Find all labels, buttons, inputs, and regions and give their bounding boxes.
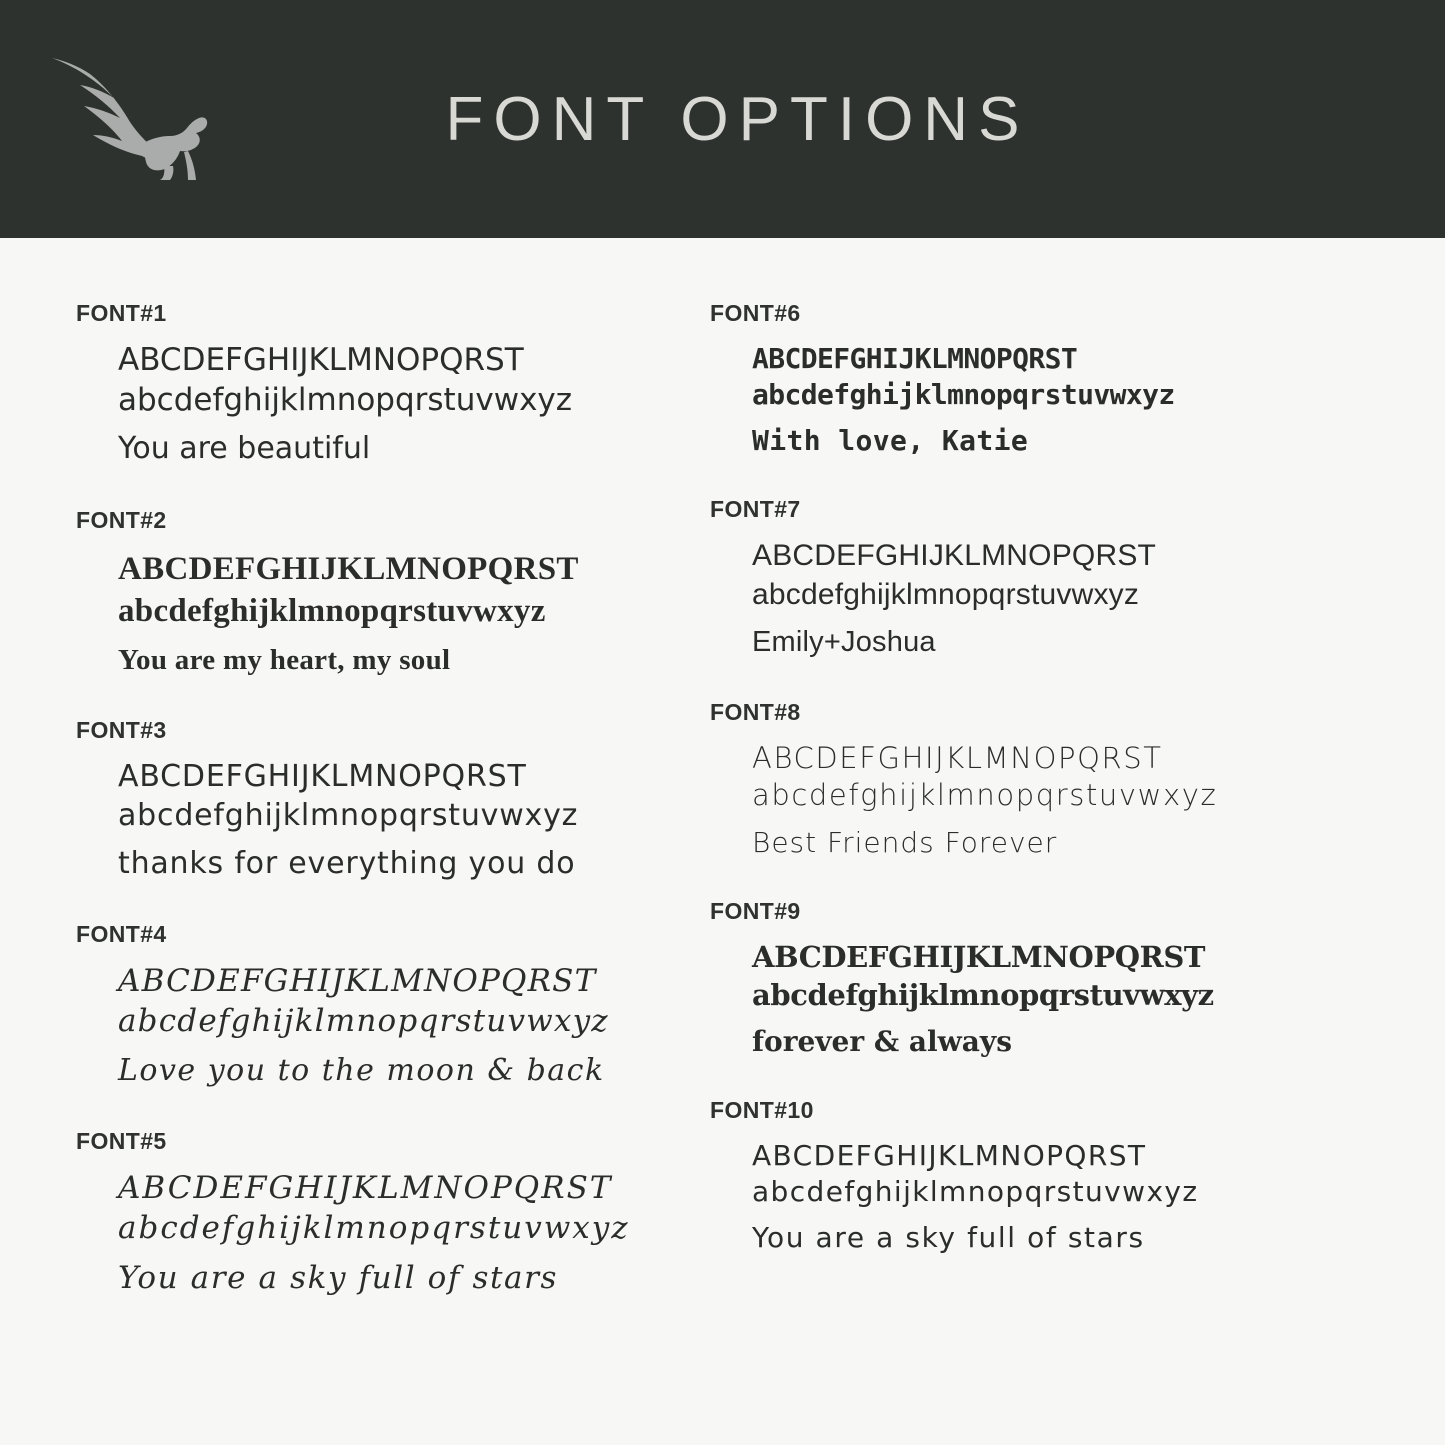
font-sample — [752, 537, 1276, 661]
font-option-10[interactable] — [704, 1097, 1276, 1255]
font-option-3[interactable] — [70, 717, 642, 883]
font-sample — [752, 740, 1276, 860]
sample-uppercase: ABCDEFGHIJKLMNOPQRST — [752, 539, 1157, 573]
page-header — [0, 0, 1445, 238]
winged-horse-icon — [38, 40, 218, 180]
sample-phrase: Emily+Joshua — [752, 626, 936, 659]
sample-phrase: You are my heart, my soul — [118, 644, 451, 677]
sample-phrase: You are beautiful — [118, 431, 371, 467]
sample-uppercase: ABCDEFGHIJKLMNOPQRST — [752, 741, 1163, 776]
font-column-right — [704, 300, 1276, 1336]
font-option-4[interactable] — [70, 921, 642, 1090]
font-sample — [118, 548, 642, 680]
sample-uppercase: ABCDEFGHIJKLMNOPQRST — [118, 963, 597, 1000]
font-list-sheet — [0, 238, 1445, 1445]
sample-lowercase: abcdefghijklmnopqrstuvwxyz — [118, 592, 546, 629]
sample-phrase: Best Friends Forever — [752, 825, 1058, 859]
font-sample — [118, 962, 642, 1090]
sample-phrase: thanks for everything you do — [118, 846, 576, 882]
font-option-7[interactable] — [704, 496, 1276, 661]
sample-phrase: You are a sky full of stars — [118, 1259, 559, 1296]
font-option-label: FONT#6 — [710, 300, 801, 326]
sample-phrase: forever & always — [752, 1024, 1012, 1058]
font-column-left — [70, 300, 642, 1336]
sample-lowercase: abcdefghijklmnopqrstuvwxyz — [752, 778, 1218, 813]
page-title: FONT OPTIONS — [445, 84, 1030, 154]
sample-uppercase: ABCDEFGHIJKLMNOPQRST — [118, 342, 524, 378]
sample-lowercase: abcdefghijklmnopqrstuvwxyz — [118, 1003, 609, 1040]
font-sample — [752, 1138, 1276, 1255]
font-sample — [118, 341, 642, 469]
sample-uppercase: ABCDEFGHIJKLMNOPQRST — [118, 550, 579, 587]
font-option-label: FONT#3 — [76, 717, 167, 744]
font-sample — [752, 341, 1276, 458]
font-option-label: FONT#5 — [76, 1128, 167, 1155]
font-sample — [118, 758, 642, 883]
font-columns — [70, 300, 1375, 1336]
font-option-2[interactable] — [70, 507, 642, 680]
sample-lowercase: abcdefghijklmnopqrstuvwxyz — [118, 797, 579, 833]
sample-uppercase: ABCDEFGHIJKLMNOPQRST — [752, 342, 1078, 375]
font-option-label: FONT#8 — [710, 699, 801, 726]
sample-phrase: With love, Katie — [752, 423, 1029, 457]
sample-phrase: Love you to the moon & back — [118, 1052, 605, 1088]
font-option-label: FONT#9 — [710, 898, 801, 925]
sample-lowercase: abcdefghijklmnopqrstuvwxyz — [752, 377, 1175, 411]
font-option-6[interactable] — [704, 300, 1276, 458]
font-sample — [118, 1169, 642, 1298]
font-option-label: FONT#2 — [76, 506, 167, 533]
sample-uppercase: ABCDEFGHIJKLMNOPQRST — [752, 1139, 1147, 1173]
font-option-8[interactable] — [704, 699, 1276, 860]
sample-phrase: You are a sky full of stars — [752, 1221, 1145, 1255]
font-option-label: FONT#1 — [76, 300, 167, 326]
font-option-label: FONT#7 — [710, 496, 801, 523]
sample-uppercase: ABCDEFGHIJKLMNOPQRST — [752, 940, 1206, 975]
font-option-9[interactable] — [704, 898, 1276, 1059]
font-sample — [752, 939, 1276, 1059]
sample-lowercase: abcdefghijklmnopqrstuvwxyz — [752, 977, 1214, 1012]
sample-lowercase: abcdefghijklmnopqrstuvwxyz — [118, 1209, 630, 1246]
sample-lowercase: abcdefghijklmnopqrstuvwxyz — [752, 577, 1140, 611]
font-option-label: FONT#10 — [710, 1097, 814, 1124]
sample-lowercase: abcdefghijklmnopqrstuvwxyz — [118, 381, 573, 418]
sample-lowercase: abcdefghijklmnopqrstuvwxyz — [752, 1175, 1199, 1209]
font-option-label: FONT#4 — [76, 921, 167, 948]
font-option-5[interactable] — [70, 1128, 642, 1298]
font-option-1[interactable] — [70, 300, 642, 469]
sample-uppercase: ABCDEFGHIJKLMNOPQRST — [118, 1170, 613, 1207]
sample-uppercase: ABCDEFGHIJKLMNOPQRST — [118, 759, 527, 795]
